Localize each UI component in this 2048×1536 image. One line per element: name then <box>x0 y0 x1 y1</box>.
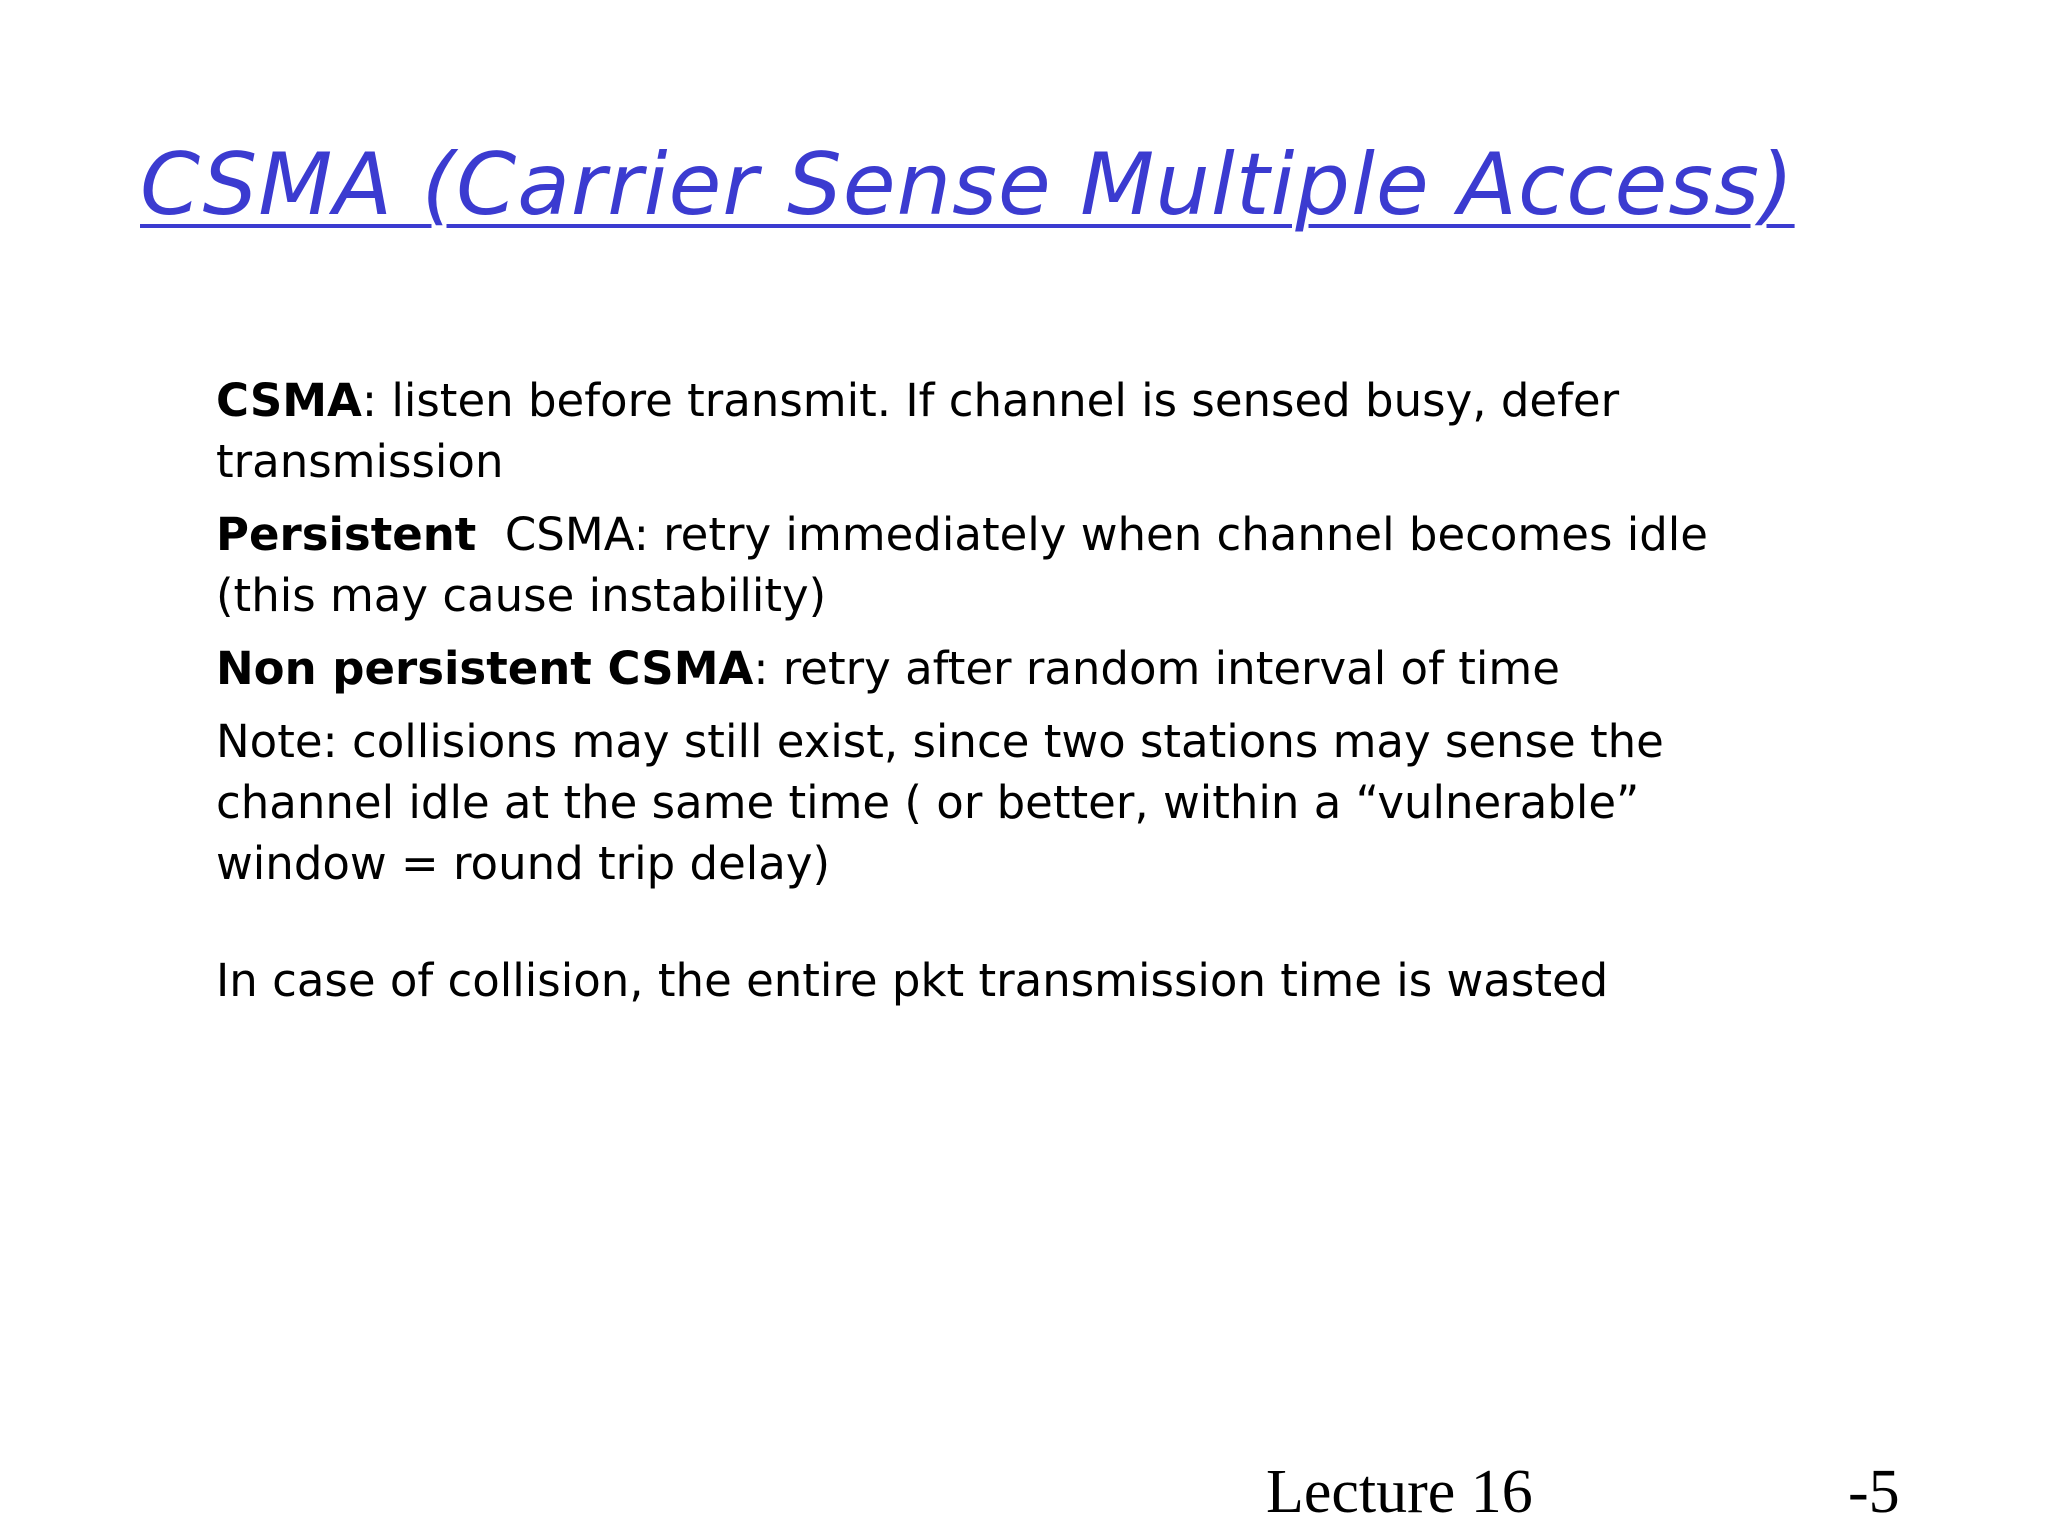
term-non-persistent: Non persistent CSMA <box>216 642 754 695</box>
footer-lecture-label: Lecture 16 <box>1266 1458 1533 1526</box>
paragraph-persistent <box>216 504 1796 626</box>
text-non-persistent: : retry after random interval of time <box>753 642 1560 695</box>
paragraph-note: Note: collisions may still exist, since two stations may sense the channel idle at the same time ( or better, within a “vulnerable” window = round trip delay) <box>216 715 1664 890</box>
footer-page-number: -5 <box>1848 1458 1900 1526</box>
term-csma: CSMA <box>216 374 362 427</box>
text-csma: : listen before transmit. If channel is sensed busy, defer transmission <box>216 374 1620 488</box>
paragraph-csma <box>216 370 1796 492</box>
slide-title: CSMA (Carrier Sense Multiple Access) <box>140 135 1795 235</box>
slide-body <box>216 370 1796 1023</box>
paragraph-non-persistent <box>216 638 1796 699</box>
paragraph-collision: In case of collision, the entire pkt transmission time is wasted <box>216 954 1609 1007</box>
text-persistent: CSMA: retry immediately when channel becomes idle (this may cause instability) <box>216 508 1723 622</box>
term-persistent: Persistent <box>216 508 477 561</box>
